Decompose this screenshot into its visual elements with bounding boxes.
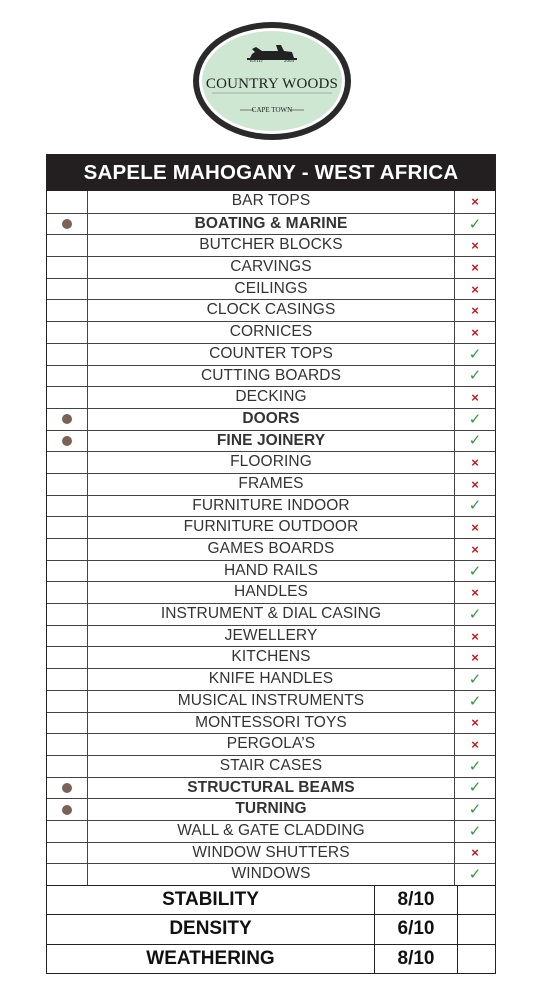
table-row (47, 234, 495, 256)
suitability-cell (454, 626, 495, 647)
highlight-cell (47, 257, 88, 278)
table-row (47, 712, 495, 734)
cross-icon: × (471, 476, 479, 492)
rating-spacer (458, 945, 495, 973)
logo-estd-label: ESTD (250, 59, 263, 64)
use-name: COUNTER TOPS (209, 344, 333, 362)
highlight-dot-icon (62, 414, 72, 424)
suitability-cell (454, 452, 495, 473)
suitability-cell (454, 474, 495, 495)
highlight-cell (47, 279, 88, 300)
highlight-cell (47, 734, 88, 755)
checkmark-icon: ✓ (468, 779, 482, 797)
rating-spacer (458, 915, 495, 943)
highlight-cell (47, 843, 88, 864)
highlight-cell (47, 474, 88, 495)
table-row (47, 581, 495, 603)
checkmark-icon: ✓ (468, 866, 482, 884)
highlight-cell (47, 626, 88, 647)
table-row (47, 495, 495, 517)
highlight-cell (47, 322, 88, 343)
use-name: WINDOWS (231, 865, 311, 883)
cross-icon: × (471, 520, 479, 536)
table-row (47, 690, 495, 712)
suitability-cell (454, 300, 495, 321)
highlight-cell (47, 235, 88, 256)
rating-value: 8/10 (374, 886, 458, 914)
cross-icon: × (471, 628, 479, 644)
suitability-cell (454, 734, 495, 755)
use-name: KITCHENS (231, 648, 311, 666)
checkmark-icon: ✓ (468, 757, 482, 775)
cross-icon: × (471, 455, 479, 471)
table-row (47, 473, 495, 495)
highlight-cell (47, 409, 88, 430)
cross-icon: × (471, 324, 479, 340)
checkmark-icon: ✓ (468, 432, 482, 450)
table-row (47, 646, 495, 668)
use-name: WALL & GATE CLADDING (177, 821, 365, 839)
cross-icon: × (471, 238, 479, 254)
checkmark-icon: ✓ (468, 562, 482, 580)
suitability-cell (454, 344, 495, 365)
table-row (47, 321, 495, 343)
table-row (47, 668, 495, 690)
suitability-cell (454, 582, 495, 603)
logo-year: 2004 (284, 59, 294, 64)
rating-label: WEATHERING (146, 947, 275, 969)
cross-icon: × (471, 650, 479, 666)
table-row (47, 603, 495, 625)
highlight-cell (47, 604, 88, 625)
suitability-cell (454, 387, 495, 408)
suitability-cell (454, 669, 495, 690)
table-row (47, 625, 495, 647)
table-row (47, 278, 495, 300)
rating-spacer (458, 886, 495, 914)
use-name: STAIR CASES (219, 756, 323, 774)
suitability-cell (454, 778, 495, 799)
suitability-cell (454, 191, 495, 213)
use-name: WINDOW SHUTTERS (192, 843, 350, 861)
checkmark-icon: ✓ (468, 367, 482, 385)
table-row (47, 430, 495, 452)
highlight-cell (47, 496, 88, 517)
highlight-cell (47, 691, 88, 712)
suitability-cell (454, 366, 495, 387)
use-name: FLOORING (230, 453, 312, 471)
use-name: KNIFE HANDLES (208, 670, 334, 688)
use-name: DOORS (242, 409, 300, 427)
rating-value: 8/10 (374, 945, 458, 973)
suitability-cell (454, 235, 495, 256)
table-row (47, 863, 495, 885)
highlight-cell (47, 756, 88, 777)
highlight-cell (47, 387, 88, 408)
highlight-dot-icon (62, 436, 72, 446)
rating-value: 6/10 (374, 915, 458, 943)
use-name: CLOCK CASINGS (206, 301, 336, 319)
use-name: CEILINGS (234, 279, 308, 297)
highlight-cell (47, 669, 88, 690)
checkmark-icon: ✓ (468, 410, 482, 428)
suitability-cell (454, 843, 495, 864)
suitability-cell (454, 409, 495, 430)
table-row (47, 516, 495, 538)
table-row (47, 538, 495, 560)
use-name: BOATING & MARINE (194, 214, 348, 232)
use-name: CARVINGS (230, 258, 312, 276)
checkmark-icon: ✓ (468, 497, 482, 515)
table-row (47, 213, 495, 235)
use-name: JEWELLERY (224, 626, 318, 644)
table-row (47, 256, 495, 278)
use-name: STRUCTURAL BEAMS (187, 778, 355, 796)
use-name: GAMES BOARDS (207, 540, 335, 557)
table-row (47, 777, 495, 799)
rating-label: STABILITY (162, 889, 259, 910)
use-name: MONTESSORI TOYS (195, 713, 347, 731)
highlight-cell (47, 864, 88, 885)
suitability-cell (454, 647, 495, 668)
suitability-cell (454, 561, 495, 582)
suitability-cell (454, 691, 495, 712)
highlight-cell (47, 344, 88, 365)
use-name: FINE JOINERY (216, 431, 326, 449)
table-row (47, 733, 495, 755)
rating-row (47, 885, 495, 914)
highlight-cell (47, 799, 88, 820)
use-name: HANDLES (234, 583, 308, 601)
table-row (47, 451, 495, 473)
use-name: HAND RAILS (223, 561, 319, 579)
cross-icon: × (471, 390, 479, 406)
cross-icon: × (471, 737, 479, 753)
rating-row (47, 944, 495, 973)
table-row (47, 560, 495, 582)
use-name: BUTCHER BLOCKS (199, 236, 343, 254)
use-name: INSTRUMENT & DIAL CASING (160, 605, 382, 623)
table-row (47, 386, 495, 408)
table-row (47, 365, 495, 387)
cross-icon: × (471, 585, 479, 601)
use-name: FURNITURE INDOOR (192, 496, 350, 514)
highlight-cell (47, 300, 88, 321)
highlight-cell (47, 366, 88, 387)
wood-uses-table (46, 154, 496, 974)
highlight-cell (47, 582, 88, 603)
table-row (47, 191, 495, 213)
suitability-cell (454, 517, 495, 538)
suitability-cell (454, 713, 495, 734)
company-logo (192, 21, 352, 141)
use-name: FURNITURE OUTDOOR (183, 518, 359, 536)
checkmark-icon: ✓ (468, 345, 482, 363)
page-title: SAPELE MAHOGANY - WEST AFRICA (47, 155, 495, 191)
table-row (47, 820, 495, 842)
table-row (47, 842, 495, 864)
logo-city: CAPE TOWN (251, 106, 293, 114)
suitability-cell (454, 756, 495, 777)
use-name: PERGOLA’S (226, 735, 316, 753)
use-name: FRAMES (238, 474, 304, 492)
suitability-cell (454, 279, 495, 300)
suitability-cell (454, 821, 495, 842)
highlight-dot-icon (62, 783, 72, 793)
suitability-cell (454, 214, 495, 235)
highlight-cell (47, 452, 88, 473)
checkmark-icon: ✓ (468, 215, 482, 233)
suitability-cell (454, 257, 495, 278)
table-row (47, 798, 495, 820)
use-name: BAR TOPS (231, 192, 311, 209)
logo-name: COUNTRY WOODS (205, 76, 339, 92)
suitability-cell (454, 431, 495, 452)
highlight-cell (47, 713, 88, 734)
table-row (47, 408, 495, 430)
cross-icon: × (471, 259, 479, 275)
use-name: DECKING (235, 388, 307, 406)
suitability-cell (454, 539, 495, 560)
highlight-cell (47, 539, 88, 560)
cross-icon: × (471, 541, 479, 557)
use-name: CUTTING BOARDS (200, 366, 342, 384)
use-name: TURNING (235, 800, 307, 818)
checkmark-icon: ✓ (468, 822, 482, 840)
checkmark-icon: ✓ (468, 692, 482, 710)
highlight-cell (47, 647, 88, 668)
table-row (47, 343, 495, 365)
suitability-cell (454, 864, 495, 885)
table-row (47, 299, 495, 321)
suitability-cell (454, 604, 495, 625)
cross-icon: × (471, 281, 479, 297)
highlight-cell (47, 517, 88, 538)
rating-row (47, 914, 495, 943)
cross-icon: × (471, 303, 479, 319)
highlight-cell (47, 431, 88, 452)
highlight-cell (47, 214, 88, 235)
checkmark-icon: ✓ (468, 605, 482, 623)
cross-icon: × (471, 194, 479, 210)
highlight-cell (47, 191, 88, 213)
checkmark-icon: ✓ (468, 670, 482, 688)
ratings-list (47, 885, 495, 973)
checkmark-icon: ✓ (468, 801, 482, 819)
suitability-cell (454, 496, 495, 517)
highlight-cell (47, 561, 88, 582)
highlight-cell (47, 821, 88, 842)
highlight-cell (47, 778, 88, 799)
use-name: CORNICES (229, 323, 313, 341)
cross-icon: × (471, 715, 479, 731)
cross-icon: × (471, 845, 479, 861)
suitability-cell (454, 322, 495, 343)
highlight-dot-icon (62, 805, 72, 815)
use-name: MUSICAL INSTRUMENTS (177, 691, 365, 709)
highlight-dot-icon (62, 219, 72, 229)
rating-label: DENSITY (169, 918, 252, 940)
suitability-cell (454, 799, 495, 820)
table-row (47, 755, 495, 777)
uses-list (47, 191, 495, 885)
